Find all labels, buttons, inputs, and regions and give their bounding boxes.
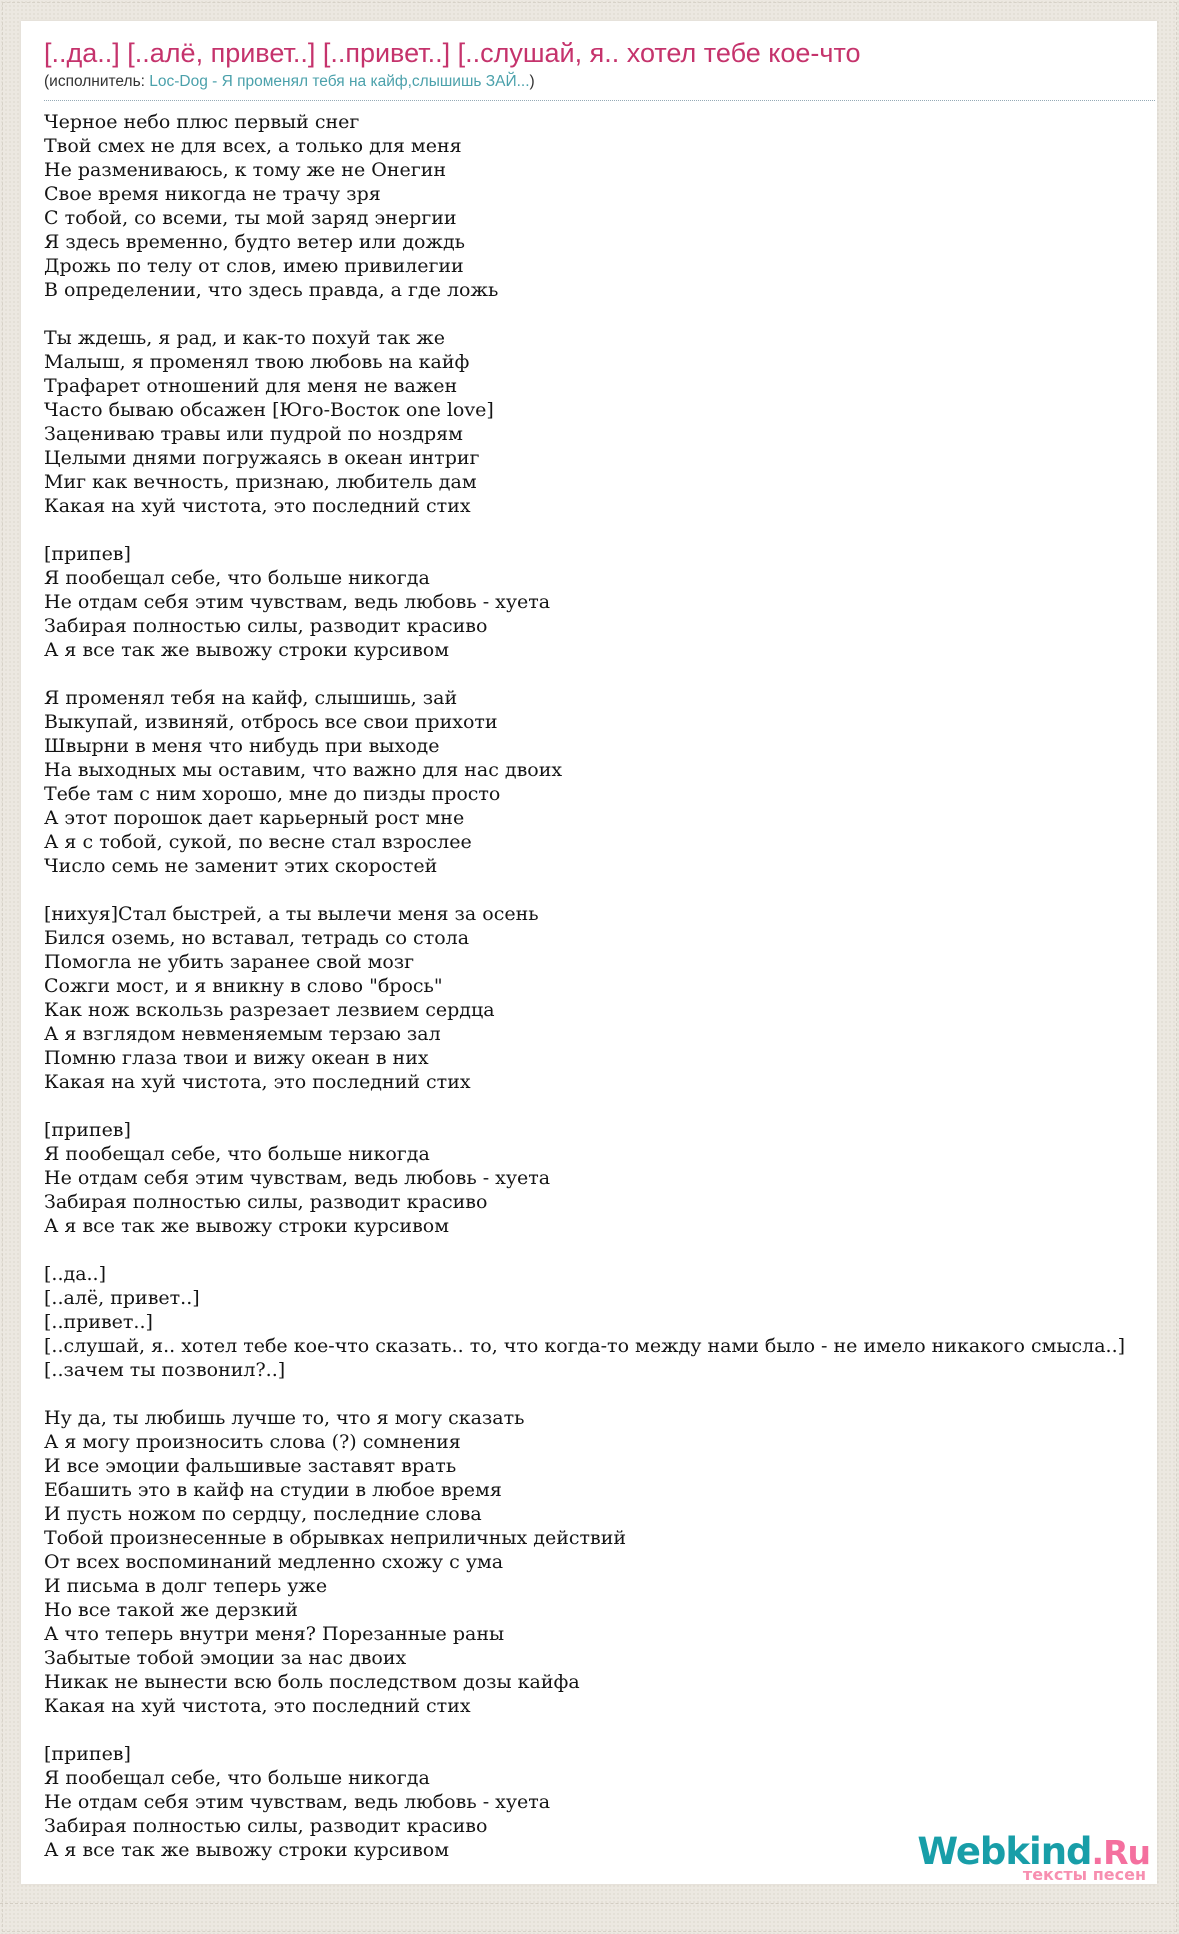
stanza: [припев] Я пообещал себе, что больше никогда Не отдам себя этим чувствам, ведь любовь - хуета Забирая полностью силы, разводит красиво А я все так же вывожу строки курсивом	[44, 543, 551, 661]
lyrics-card	[21, 21, 1157, 1884]
artist-line-close: )	[529, 73, 535, 90]
stanza: [нихуя]Стал быстрей, а ты вылечи меня за осень Бился оземь, но вставал, тетрадь со стола Помогла не убить заранее свой мозг Сожги мост, и я вникну в слово "брось" Как нож вскользь разрезает лезвием сердца А я взглядом невменяемым терзаю зал Помню глаза твои и вижу океан в них Какая на хуй чистота, это последний стих	[44, 903, 539, 1093]
footer-separator	[0, 1903, 1179, 1904]
stanza: Ты ждешь, я рад, и как-то похуй так же Малыш, я променял твою любовь на кайф Трафарет отношений для меня не важен Часто бываю обсажен [Юго-Восток one love] Зацениваю травы или пудрой по ноздрям Целыми днями погружаясь в океан интриг Миг как вечность, признаю, любитель дам Какая на хуй чистота, это последний стих	[44, 327, 494, 517]
page-title: [..да..] [..алё, привет..] [..привет..] [..слушай, я.. хотел тебе кое-что	[44, 38, 861, 68]
webkind-logo-ru: .Ru	[1091, 1833, 1150, 1872]
webkind-logo[interactable]	[917, 1830, 1150, 1884]
artist-line	[44, 73, 1155, 101]
stanza: [припев] Я пообещал себе, что больше никогда Не отдам себя этим чувствам, ведь любовь - хуета Забирая полностью силы, разводит красиво А я все так же вывожу строки курсивом	[44, 1743, 551, 1861]
webkind-logo-main: Webkind	[917, 1830, 1092, 1873]
artist-link[interactable]: Loc-Dog - Я променял тебя на кайф,слышишь ЗАЙ...	[149, 73, 530, 90]
artist-label: (исполнитель:	[44, 73, 150, 90]
stanza: Черное небо плюс первый снег Твой смех не для всех, а только для меня Не размениваюсь, к тому же не Онегин Свое время никогда не трачу зря С тобой, со всеми, ты мой заряд энергии Я здесь временно, будто ветер или дождь Дрожь по телу от слов, имею привилегии В определении, что здесь правда, а где ложь	[44, 111, 499, 301]
stanza: [..да..] [..алё, привет..] [..привет..] [..слушай, я.. хотел тебе кое-что сказать.. то, что когда-то между нами было - не имело никакого смысла..] [..зачем ты позвонил?..]	[44, 1263, 1126, 1381]
stanza: Ну да, ты любишь лучше то, что я могу сказать А я могу произносить слова (?) сомнения И все эмоции фальшивые заставят врать Ебашить это в кайф на студии в любое время И пусть ножом по сердцу, последние слова Тобой произнесенные в обрывках неприличных действий От всех воспоминаний медленно схожу с ума И письма в долг теперь уже Но все такой же дерзкий А что теперь внутри меня? Порезанные раны Забытые тобой эмоции за нас двоих Никак не вынести всю боль последством дозы кайфа Какая на хуй чистота, это последний стих	[44, 1407, 627, 1717]
stanza: Я променял тебя на кайф, слышишь, зай Выкупай, извиняй, отбрось все свои прихоти Швырни в меня что нибудь при выходе На выходных мы оставим, что важно для нас двоих Тебе там с ним хорошо, мне до пизды просто А этот порошок дает карьерный рост мне А я с тобой, сукой, по весне стал взрослее Число семь не заменит этих скоростей	[44, 687, 563, 877]
lyrics-text	[44, 110, 1179, 1862]
webkind-logo-tagline: тексты песен	[1022, 1865, 1146, 1884]
stanza: [припев] Я пообещал себе, что больше никогда Не отдам себя этим чувствам, ведь любовь - хуета Забирая полностью силы, разводит красиво А я все так же вывожу строки курсивом	[44, 1119, 551, 1237]
